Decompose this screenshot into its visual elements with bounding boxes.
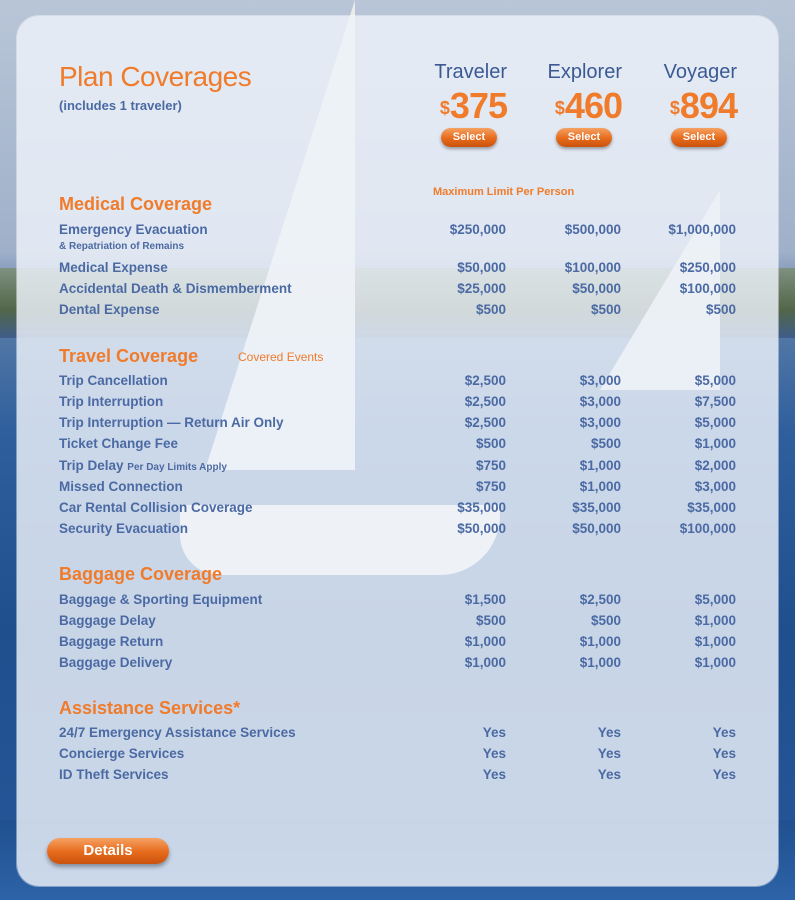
value-voyager: $1,000 [694,436,736,451]
currency-symbol: $ [439,98,449,118]
value-voyager: $1,000 [694,655,736,670]
value-explorer: Yes [597,725,621,740]
value-traveler: $1,500 [464,592,506,607]
value-traveler: $2,500 [464,373,506,388]
coverage-row [59,479,737,500]
value-traveler: $500 [475,436,506,451]
price-amount: 894 [679,85,737,126]
select-explorer-button[interactable]: Select [556,128,612,147]
value-voyager: $35,000 [687,500,736,515]
value-traveler: $500 [475,613,506,628]
value-explorer: $3,000 [579,394,621,409]
plan-name: Traveler [434,61,507,83]
coverage-label: Emergency Evacuation [59,222,208,237]
value-explorer: $3,000 [579,415,621,430]
value-explorer: $100,000 [564,260,621,275]
page-title: Plan Coverages [59,61,252,92]
coverage-label: Accidental Death & Dismemberment [59,281,292,296]
plan-coverages-panel [17,16,778,886]
coverage-row [59,222,737,252]
value-explorer: $3,000 [579,373,621,388]
value-voyager: $100,000 [679,521,736,536]
coverage-label: Baggage Delay [59,613,156,628]
value-voyager: $100,000 [679,281,736,296]
value-voyager: $2,000 [694,458,736,473]
coverage-row [59,767,737,788]
coverage-label: Trip Interruption [59,394,164,409]
value-traveler: $500 [475,302,506,317]
value-voyager: $1,000 [694,634,736,649]
value-voyager: Yes [712,725,736,740]
value-traveler: Yes [482,725,506,740]
coverage-row [59,746,737,767]
coverage-label: ID Theft Services [59,767,169,782]
coverage-row [59,415,737,436]
coverage-row [59,592,737,613]
value-explorer: $500,000 [564,222,621,237]
coverage-row [59,725,737,746]
max-limit-label: Maximum Limit Per Person [433,186,575,198]
coverage-row [59,373,737,394]
coverage-label [59,458,227,473]
section-title-medical: Medical Coverage [59,194,213,214]
value-traveler: $750 [475,479,506,494]
value-traveler: $2,500 [464,394,506,409]
coverage-label-note: Per Day Limits Apply [127,462,227,473]
currency-symbol: $ [669,98,679,118]
plan-price [617,86,737,126]
value-traveler: $35,000 [457,500,506,515]
coverage-row [59,281,737,302]
value-explorer: $1,000 [579,479,621,494]
plan-price [387,86,507,126]
plan-name: Explorer [547,61,622,83]
value-voyager: $5,000 [694,592,736,607]
value-voyager: $500 [705,302,736,317]
value-voyager: $1,000,000 [668,222,736,237]
value-explorer: $500 [590,436,621,451]
coverage-row [59,613,737,634]
value-traveler: $50,000 [457,521,506,536]
value-traveler: $1,000 [464,655,506,670]
details-button[interactable]: Details [47,838,169,864]
section-title-baggage: Baggage Coverage [59,564,223,584]
value-voyager: $250,000 [679,260,736,275]
coverage-row [59,458,737,479]
coverage-label: Baggage & Sporting Equipment [59,592,263,607]
value-traveler: $2,500 [464,415,506,430]
coverage-row [59,655,737,676]
value-explorer: $500 [590,302,621,317]
coverage-label-main: Trip Delay [59,458,124,473]
coverage-label: Car Rental Collision Coverage [59,500,253,515]
value-voyager: $5,000 [694,373,736,388]
value-traveler: $250,000 [449,222,506,237]
section-title-assistance: Assistance Services* [59,698,241,718]
coverage-label: Trip Interruption — Return Air Only [59,415,284,430]
value-traveler: $50,000 [457,260,506,275]
page-subtitle: (includes 1 traveler) [59,98,182,113]
value-explorer: $50,000 [572,281,621,296]
value-explorer: $1,000 [579,655,621,670]
value-explorer: $2,500 [579,592,621,607]
coverage-row [59,394,737,415]
plan-name: Voyager [663,61,737,83]
value-explorer: $1,000 [579,634,621,649]
section-note-covered-events: Covered Events [238,350,324,364]
coverage-row [59,521,737,542]
plan-explorer [502,61,622,147]
value-voyager: $1,000 [694,613,736,628]
value-explorer: $500 [590,613,621,628]
coverage-label: Missed Connection [59,479,183,494]
section-title-travel: Travel Coverage [59,346,199,366]
select-traveler-button[interactable]: Select [441,128,497,147]
coverage-row [59,436,737,457]
coverage-label: Baggage Return [59,634,164,649]
value-explorer: $1,000 [579,458,621,473]
coverage-label: Concierge Services [59,746,185,761]
value-voyager: $3,000 [694,479,736,494]
plan-price [502,86,622,126]
coverage-label: Ticket Change Fee [59,436,179,451]
coverage-label: Dental Expense [59,302,160,317]
value-voyager: $5,000 [694,415,736,430]
coverage-label: Security Evacuation [59,521,189,536]
value-traveler: $25,000 [457,281,506,296]
coverage-sublabel: & Repatriation of Remains [59,241,185,252]
value-traveler: Yes [482,746,506,761]
plan-voyager [617,61,737,147]
coverage-row [59,260,737,281]
coverage-row [59,302,737,323]
value-explorer: Yes [597,767,621,782]
coverage-label: Trip Cancellation [59,373,168,388]
price-amount: 460 [564,85,622,126]
value-traveler: Yes [482,767,506,782]
value-traveler: $1,000 [464,634,506,649]
value-voyager: Yes [712,767,736,782]
currency-symbol: $ [554,98,564,118]
price-amount: 375 [449,85,507,126]
value-explorer: $50,000 [572,521,621,536]
plan-traveler [387,61,507,147]
coverage-label: 24/7 Emergency Assistance Services [59,725,296,740]
coverage-label: Medical Expense [59,260,168,275]
coverage-row [59,500,737,521]
value-voyager: $7,500 [694,394,736,409]
value-voyager: Yes [712,746,736,761]
coverage-row [59,634,737,655]
value-explorer: $35,000 [572,500,621,515]
value-explorer: Yes [597,746,621,761]
coverage-label: Baggage Delivery [59,655,173,670]
value-traveler: $750 [475,458,506,473]
select-voyager-button[interactable]: Select [671,128,727,147]
